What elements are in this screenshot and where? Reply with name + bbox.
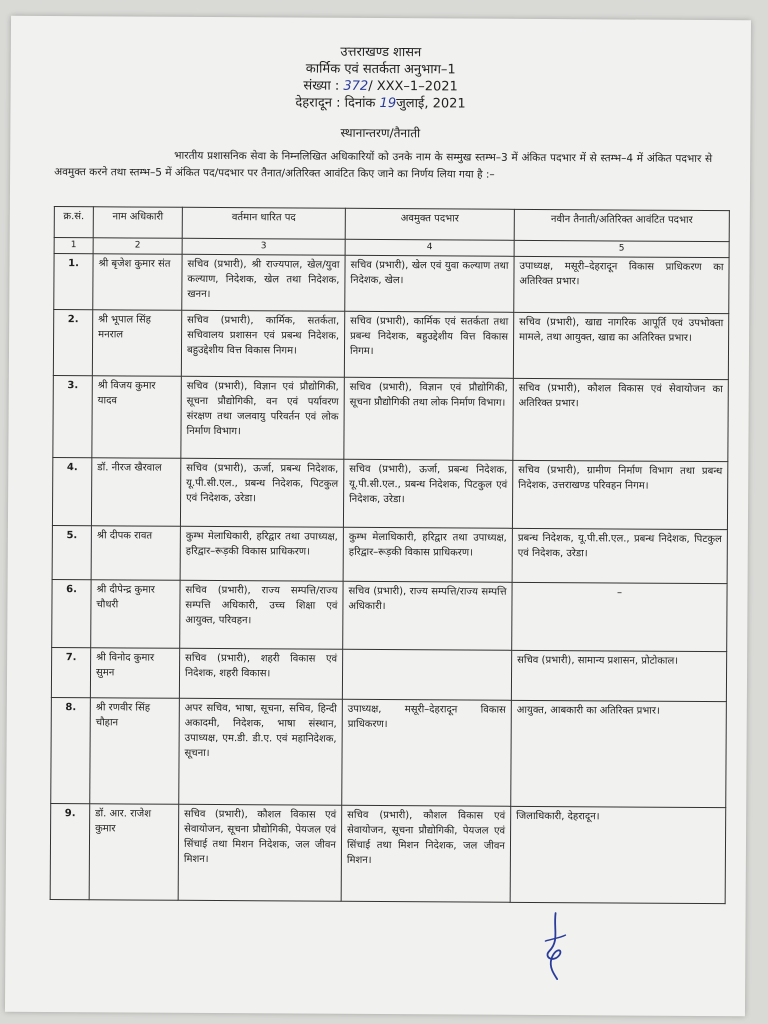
column-number-row: 1 2 3 4 5 xyxy=(54,238,729,258)
order-date: देहरादून : दिनांक 19जुलाई, 2021 xyxy=(295,95,466,112)
handwritten-date: 19 xyxy=(379,96,397,112)
document-page xyxy=(5,16,751,1017)
transfer-table xyxy=(50,206,730,904)
letter-header xyxy=(10,42,750,115)
order-number: संख्या : 372/ XXX–1–2021 xyxy=(303,78,458,95)
order-title: स्थानान्तरण/तैनाती xyxy=(340,125,421,141)
table-row: 4. डॉ. नीरज खैरवाल सचिव (प्रभारी), ऊर्जा, प्रबन्ध निदेशक, यू.पी.सी.एल., प्रबन्ध निदेशक, पिटकुल एवं निदेशक, उरेडा। सचिव (प्रभारी), ऊर्जा, प्रबन्ध निदेशक, यू.पी.सी.एल., प्रबन्ध निदेशक, पिटकुल एवं निदेशक, उरेडा। सचिव (प्रभारी), ग्रामीण निर्माण विभाग तथा प्रबन्ध निदेशक, उत्तराखण्ड परिवहन निगम। xyxy=(52,458,727,530)
govt-name: उत्तराखण्ड शासन xyxy=(340,44,422,61)
table-row: 7. श्री विनोद कुमार सुमन सचिव (प्रभारी), शहरी विकास एवं निदेशक, शहरी विकास। सचिव (प्रभारी), सामान्य प्रशासन, प्रोटोकाल। xyxy=(51,648,726,702)
intro-paragraph: भारतीय प्रशासनिक सेवा के निम्नलिखित अधिकारियों को उनके नाम के सम्मुख स्तम्भ–3 में अंकित पदभार में से स्तम्भ–4 में अंकित पदभार से अवमुक्त करने तथा स्तम्भ–5 में अंकित पद/पदभार पर तैनात/अतिरिक्त आवंटित किए जाने का निर्णय लिया गया है :– xyxy=(54,149,713,181)
table-row: 3. श्री विजय कुमार यादव सचिव (प्रभारी), विज्ञान एवं प्रौद्योगिकी, सूचना प्रौद्योगिकी, वन एवं पर्यावरण संरक्षण तथा जलवायु परिवर्तन एवं लोक निर्माण विभाग। सचिव (प्रभारी), विज्ञान एवं प्रौद्योगिकी, सूचना प्रौद्योगिकी तथा लोक निर्माण विभाग। सचिव (प्रभारी), कौशल विकास एवं सेवायोजन का अतिरिक्त प्रभार। xyxy=(53,376,728,462)
table-row: 8. श्री रणवीर सिंह चौहान अपर सचिव, भाषा, सूचना, सचिव, हिन्दी अकादमी, निदेशक, भाषा संस्थान, उपाध्यक्ष, एम.डी. डी.ए. एवं महानिदेशक, सूचना। उपाध्यक्ष, मसूरी–देहरादून विकास प्राधिकरण। आयुक्त, आबकारी का अतिरिक्त प्रभार। xyxy=(51,698,727,808)
header-new: नवीन तैनाती/अतिरिक्त आवंटित पदभार xyxy=(514,209,729,241)
header-name: नाम अधिकारी xyxy=(93,207,182,239)
table-row: 5. श्री दीपक रावत कुम्भ मेलाधिकारी, हरिद्वार तथा उपाध्यक्ष, हरिद्वार–रूड़की विकास प्राधिकरण। कुम्भ मेलाधिकारी, हरिद्वार तथा उपाध्यक्ष, हरिद्वार–रूड़की विकास प्राधिकरण। प्रबन्ध निदेशक, यू.पी.सी.एल., प्रबन्ध निदेशक, पिटकुल एवं निदेशक, उरेडा। xyxy=(52,526,727,584)
header-sn: क्र.सं. xyxy=(54,207,93,238)
table-row: 2. श्री भूपाल सिंह मनराल सचिव (प्रभारी), कार्मिक, सतर्कता, सचिवालय प्रशासन एवं प्रबन्ध निदेशक, बहुउद्देशीय वित्त विकास निगम। सचिव (प्रभारी), कार्मिक एवं सतर्कता तथा प्रबन्ध निदेशक, बहुउद्देशीय वित्त विकास निगम। सचिव (प्रभारी), खाद्य नागरिक आपूर्ति एवं उपभोक्ता मामले, तथा आयुक्त, खाद्य का अतिरिक्त प्रभार। xyxy=(53,310,728,380)
table-row: 9. डॉ. आर. राजेश कुमार सचिव (प्रभारी), कौशल विकास एवं सेवायोजन, सूचना प्रौद्योगिकी, पेयजल एवं सिंचाई तथा मिशन निदेशक, जल जीवन मिशन। सचिव (प्रभारी), कौशल विकास एवं सेवायोजन, सूचना प्रौद्योगिकी, पेयजल एवं सिंचाई तथा मिशन निदेशक, जल जीवन मिशन। जिलाधिकारी, देहरादून। xyxy=(50,804,726,904)
header-relieved: अवमुक्त पदभार xyxy=(345,208,514,240)
signature-mark xyxy=(535,911,575,981)
table-row: 1. श्री बृजेश कुमार संत सचिव (प्रभारी), श्री राज्यपाल, खेल/युवा कल्याण, निदेशक, खेल तथा निदेशक, खनन। सचिव (प्रभारी), खेल एवं युवा कल्याण तथा निदेशक, खेल। उपाध्यक्ष, मसूरी–देहरादून विकास प्राधिकरण का अतिरिक्त प्रभार। xyxy=(54,254,729,314)
header-current: वर्तमान धारित पद xyxy=(182,207,345,239)
handwritten-number: 372 xyxy=(343,78,369,94)
section-name: कार्मिक एवं सतर्कता अनुभाग–1 xyxy=(305,61,456,78)
table-header-row xyxy=(54,207,729,242)
table-row: 6. श्री दीपेन्द्र कुमार चौधरी सचिव (प्रभारी), राज्य सम्पत्ति/राज्य सम्पत्ति अधिकारी, उच्च शिक्षा एवं आयुक्त, परिवहन। सचिव (प्रभारी), राज्य सम्पत्ति/राज्य सम्पत्ति अधिकारी। – xyxy=(52,580,727,652)
